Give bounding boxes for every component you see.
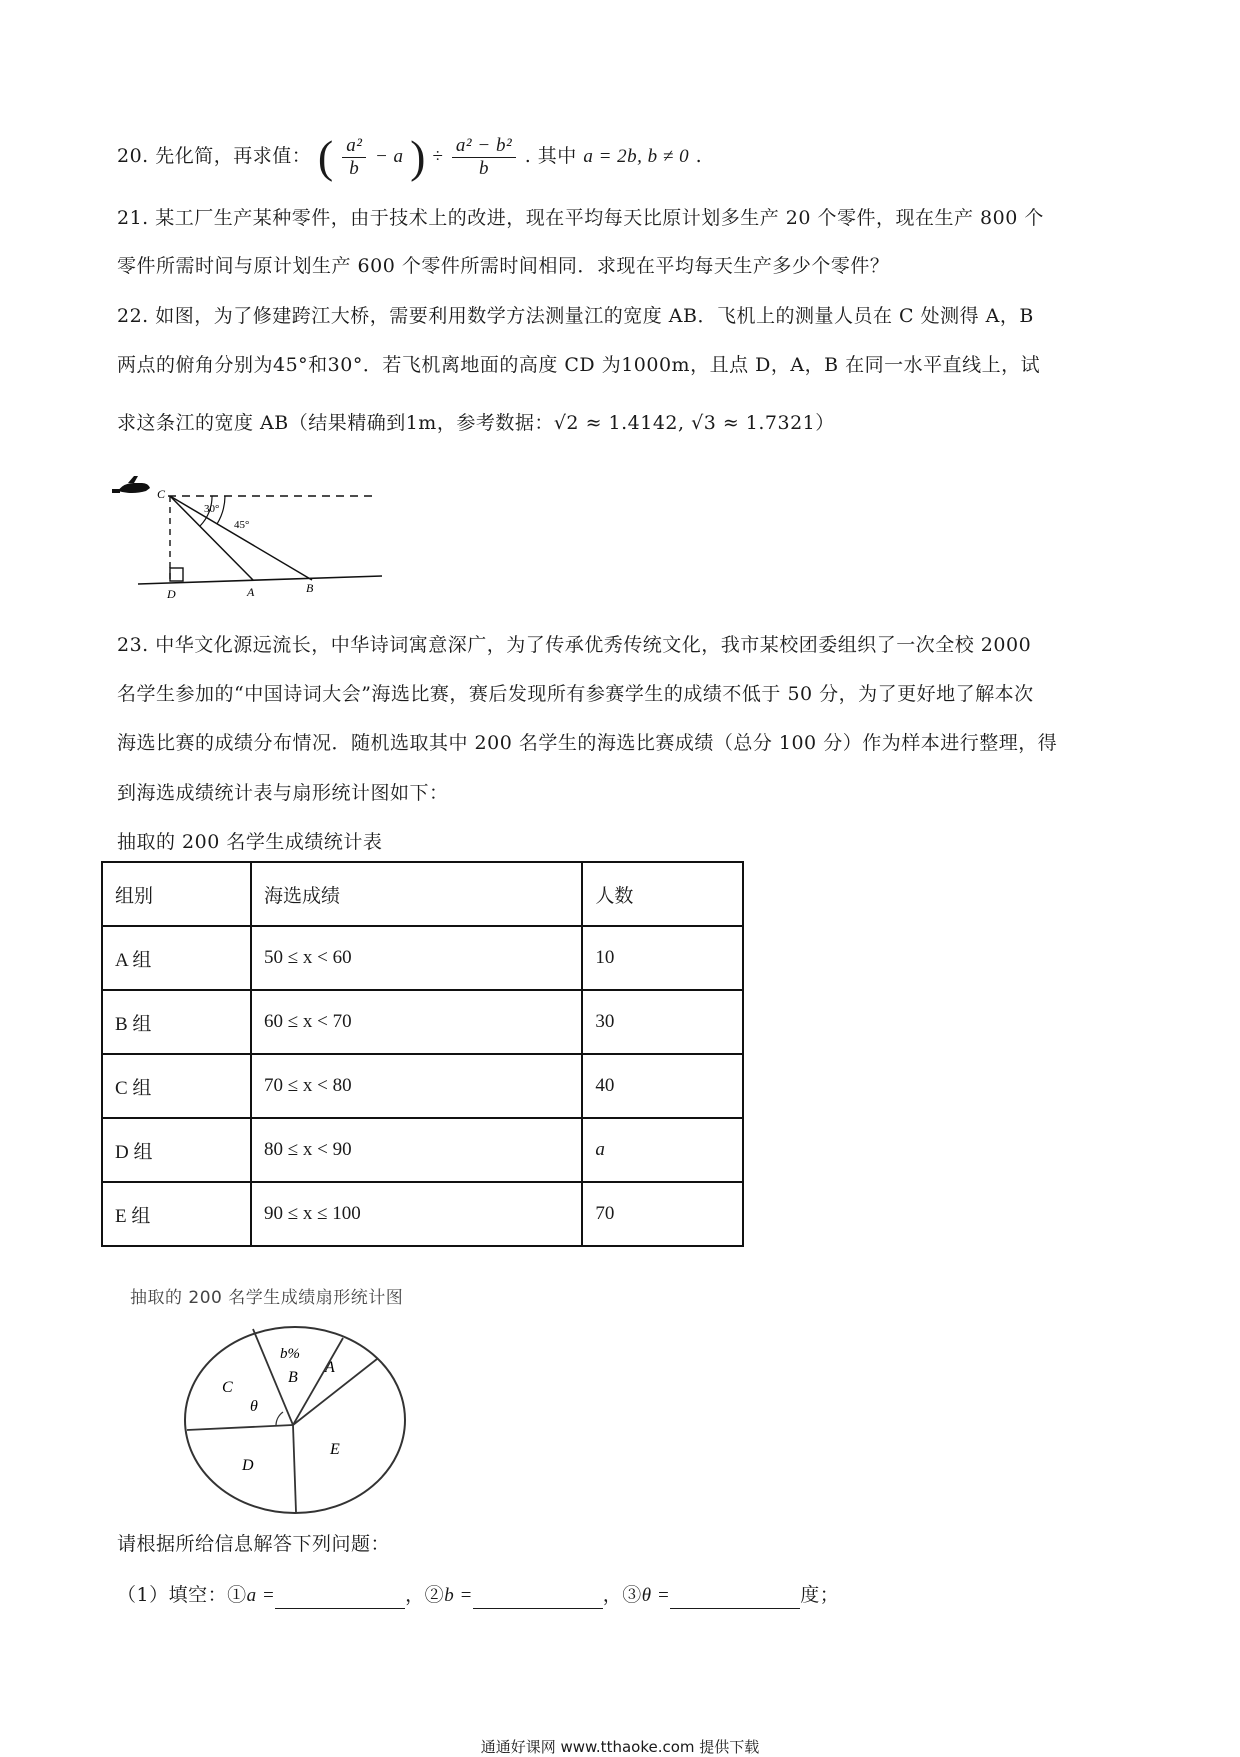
table-row	[102, 1054, 743, 1118]
cell-range: 60 ≤ x < 70	[251, 990, 582, 1054]
cell-group: A 组	[102, 926, 251, 990]
label-30deg: 30°	[204, 503, 220, 515]
fill-sep: ，②	[405, 1584, 445, 1606]
period: .	[695, 145, 703, 167]
fill-b-label: b =	[444, 1585, 473, 1606]
header-group: 组别	[102, 862, 251, 926]
pie-title: 抽取的 200 名学生成绩扇形统计图	[130, 1288, 404, 1308]
cell-range: 90 ≤ x ≤ 100	[251, 1182, 582, 1246]
fraction-denominator: b	[479, 157, 490, 179]
fill-in-line	[117, 1582, 839, 1609]
table-row	[102, 1118, 743, 1182]
cell-group: C 组	[102, 1054, 251, 1118]
q20-line	[117, 128, 702, 184]
footer: 通通好课网 www.tthaoke.com 提供下载	[480, 1738, 760, 1756]
q22-line-1: 22. 如图，为了修建跨江大桥，需要利用数学方法测量江的宽度 AB．飞机上的测量人员在 C 处测得 A，B	[117, 305, 1034, 327]
cell-range: 70 ≤ x < 80	[251, 1054, 582, 1118]
answer-blank-a[interactable]	[275, 1586, 405, 1609]
fraction-diff-over-b	[452, 135, 516, 180]
pie-label-D: D	[242, 1457, 254, 1474]
cell-count: 70	[582, 1182, 743, 1246]
pie-chart	[180, 1320, 410, 1520]
header-count: 人数	[582, 862, 743, 926]
cell-group: B 组	[102, 990, 251, 1054]
pie-label-theta: θ	[250, 1398, 258, 1415]
label-45deg: 45°	[234, 519, 250, 531]
header-score: 海选成绩	[251, 862, 582, 926]
pie-label-C: C	[222, 1379, 233, 1396]
fill-sep: ，③	[602, 1584, 642, 1606]
fraction-numerator: a² − b²	[452, 135, 516, 158]
fill-theta-label: θ =	[641, 1585, 671, 1606]
table-row	[102, 990, 743, 1054]
q23-line-3: 海选比赛的成绩分布情况．随机选取其中 200 名学生的海选比赛成绩（总分 100 分）作为样本进行整理，得	[117, 732, 1058, 754]
fill-prefix: （1）填空：①	[117, 1584, 247, 1606]
q22-line-2: 两点的俯角分别为45°和30°．若飞机离地面的高度 CD 为1000m，且点 D，A，B 在同一水平直线上，试	[117, 354, 1041, 376]
cell-group: D 组	[102, 1118, 251, 1182]
label-A: A	[247, 585, 255, 598]
q23-line-2: 名学生参加的“中国诗词大会”海选比赛，赛后发现所有参赛学生的成绩不低于 50 分，为了更好地了解本次	[117, 683, 1034, 705]
table-header-row	[102, 862, 743, 926]
condition: a = 2b, b ≠ 0	[583, 146, 690, 167]
pie-label-bpct: b%	[280, 1346, 300, 1362]
condition-prefix: . 其中	[524, 145, 577, 167]
cell-count: 40	[582, 1054, 743, 1118]
table-row	[102, 926, 743, 990]
pie-label-B: B	[288, 1369, 298, 1386]
cell-count: a	[582, 1118, 743, 1182]
divide-sign: ÷	[432, 146, 444, 167]
answer-blank-theta[interactable]	[670, 1586, 800, 1609]
q22-figure	[110, 468, 390, 598]
minus-a: − a	[374, 146, 404, 167]
score-table	[101, 861, 744, 1247]
fill-end: 度；	[800, 1584, 840, 1606]
cell-count: 30	[582, 990, 743, 1054]
fraction-a2-over-b	[342, 135, 366, 180]
fill-a-label: a =	[246, 1585, 276, 1606]
table-title: 抽取的 200 名学生成绩统计表	[117, 831, 383, 853]
q20-prefix: 20. 先化简，再求值：	[117, 145, 312, 167]
cell-group: E 组	[102, 1182, 251, 1246]
q23-line-4: 到海选成绩统计表与扇形统计图如下：	[117, 782, 449, 804]
instruction: 请根据所给信息解答下列问题：	[117, 1533, 391, 1555]
label-C: C	[157, 487, 166, 501]
cell-range: 80 ≤ x < 90	[251, 1118, 582, 1182]
table-row	[102, 1182, 743, 1246]
cell-count: 10	[582, 926, 743, 990]
right-paren: )	[410, 131, 426, 182]
pie-label-A: A	[325, 1359, 335, 1376]
q22-line-3: 求这条江的宽度 AB（结果精确到1m，参考数据：√2 ≈ 1.4142, √3 ≈ 1.7321）	[117, 412, 835, 434]
airplane-icon	[112, 476, 150, 493]
q21-line-2: 零件所需时间与原计划生产 600 个零件所需时间相同．求现在平均每天生产多少个零件？	[117, 255, 890, 277]
fraction-numerator: a²	[342, 135, 366, 158]
left-paren: (	[317, 131, 334, 182]
fraction-denominator: b	[349, 157, 360, 179]
label-B: B	[306, 581, 314, 595]
answer-blank-b[interactable]	[473, 1586, 603, 1609]
pie-label-E: E	[330, 1441, 340, 1458]
q23-line-1: 23. 中华文化源远流长，中华诗词寓意深广，为了传承优秀传统文化，我市某校团委组织了一次全校 2000	[117, 634, 1032, 656]
label-D: D	[167, 587, 176, 598]
cell-range: 50 ≤ x < 60	[251, 926, 582, 990]
q21-line-1: 21. 某工厂生产某种零件，由于技术上的改进，现在平均每天比原计划多生产 20 个零件，现在生产 800 个	[117, 207, 1044, 229]
